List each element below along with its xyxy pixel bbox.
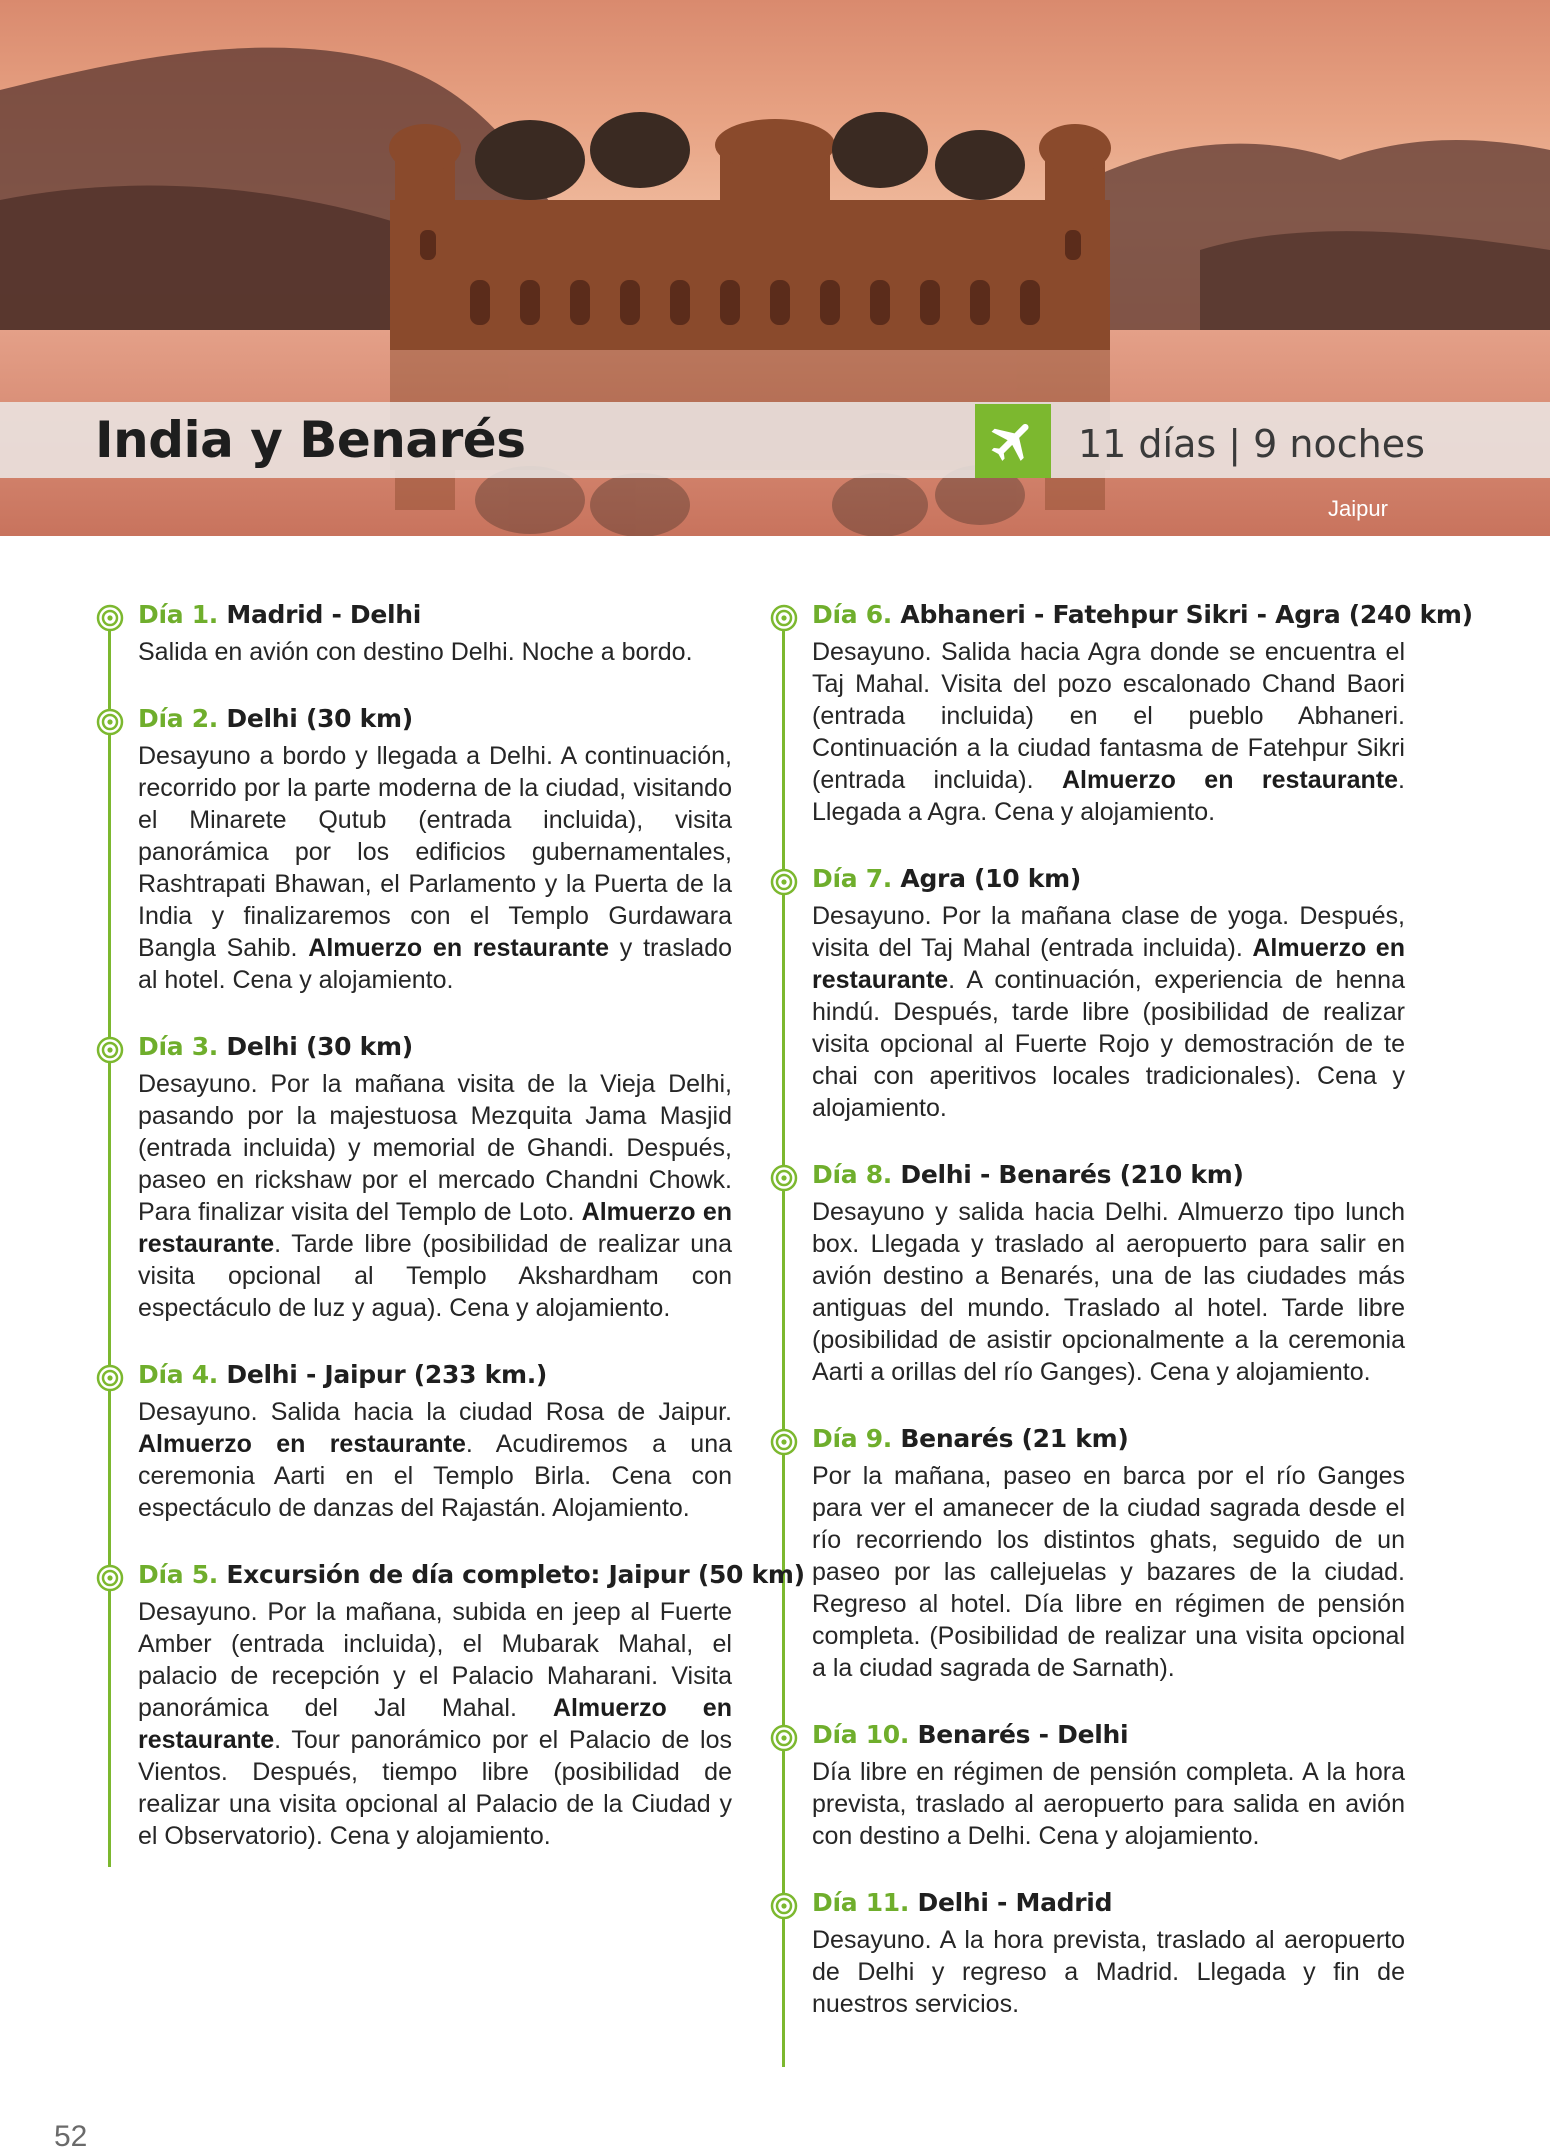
day-route: Benarés (21 km) bbox=[900, 1424, 1129, 1453]
day-route: Delhi (30 km) bbox=[226, 704, 413, 733]
description-text: Desayuno. Por la mañana visita de la Vieja Delhi, pasando por la majestuosa Mezquita Jama Masjid (entrada incluida) y memorial de Ghandi. Después, paseo en rickshaw por el mercado Chandni Chowk. Para finalizar visita del Templo de Loto. bbox=[138, 1070, 732, 1226]
day-number: Día 5. bbox=[138, 1560, 218, 1589]
page-number: 52 bbox=[54, 2120, 88, 2153]
timeline-marker-icon bbox=[96, 1364, 124, 1392]
day-heading bbox=[812, 1886, 1405, 1920]
day-description bbox=[138, 740, 732, 996]
description-text: . Llegada a Agra. Cena y alojamiento. bbox=[812, 766, 1405, 826]
itinerary-day bbox=[770, 862, 1405, 1124]
itinerary-day bbox=[96, 1358, 732, 1524]
day-route: Madrid - Delhi bbox=[226, 600, 422, 629]
meal-highlight: Almuerzo en restaurante bbox=[812, 934, 1405, 994]
timeline-marker-icon bbox=[96, 708, 124, 736]
itinerary-day bbox=[770, 1718, 1405, 1852]
day-heading bbox=[138, 1558, 805, 1592]
itinerary-day bbox=[770, 1422, 1405, 1684]
timeline-marker-icon bbox=[770, 1724, 798, 1752]
day-description bbox=[812, 900, 1405, 1124]
meal-highlight: Almuerzo en restaurante bbox=[138, 1430, 466, 1458]
day-route: Agra (10 km) bbox=[900, 864, 1081, 893]
day-heading bbox=[812, 1718, 1405, 1752]
itinerary-day bbox=[770, 1158, 1405, 1388]
airplane-icon bbox=[987, 415, 1039, 467]
day-description bbox=[138, 1596, 732, 1852]
day-number: Día 2. bbox=[138, 704, 218, 733]
itinerary-column-right bbox=[770, 598, 1473, 2054]
day-number: Día 7. bbox=[812, 864, 892, 893]
description-text: . A continuación, experiencia de henna hindú. Después, tarde libre (posibilidad de realizar visita opcional al Fuerte Rojo y demostración de te chai con aperitivos locales tradicionales). Cena y alojamiento. bbox=[812, 966, 1405, 1122]
day-number: Día 9. bbox=[812, 1424, 892, 1453]
day-heading bbox=[138, 598, 732, 632]
day-number: Día 4. bbox=[138, 1360, 218, 1389]
description-text: Desayuno. A la hora prevista, traslado al aeropuerto de Delhi y regreso a Madrid. Llegada y fin de nuestros servicios. bbox=[812, 1926, 1405, 2018]
day-description bbox=[812, 1756, 1405, 1852]
itinerary-day bbox=[96, 1030, 732, 1324]
day-description bbox=[812, 636, 1405, 828]
day-heading bbox=[812, 1158, 1405, 1192]
timeline-marker-icon bbox=[770, 604, 798, 632]
day-route: Abhaneri - Fatehpur Sikri - Agra (240 km) bbox=[900, 600, 1473, 629]
description-text: Desayuno. Salida hacia la ciudad Rosa de Jaipur. bbox=[138, 1398, 732, 1426]
day-heading bbox=[138, 702, 732, 736]
day-route: Delhi - Madrid bbox=[917, 1888, 1113, 1917]
meal-highlight: Almuerzo en restaurante bbox=[138, 1198, 732, 1258]
day-heading bbox=[812, 1422, 1405, 1456]
photo-caption: Jaipur bbox=[1328, 496, 1388, 521]
day-heading bbox=[138, 1358, 732, 1392]
description-text: Desayuno. Por la mañana, subida en jeep al Fuerte Amber (entrada incluida), el Mubarak Mahal, el palacio de recepción y el Palacio Maharani. Visita panorámica del Jal Mahal. bbox=[138, 1598, 732, 1722]
day-description bbox=[812, 1196, 1405, 1388]
meal-highlight: Almuerzo en restaurante bbox=[1061, 766, 1399, 794]
timeline-marker-icon bbox=[770, 868, 798, 896]
description-text: y traslado al hotel. Cena y alojamiento. bbox=[138, 934, 733, 994]
day-description bbox=[812, 1924, 1405, 2020]
itinerary-day bbox=[770, 598, 1473, 828]
description-text: . Acudiremos a una ceremonia Aarti en el Templo Birla. Cena con espectáculo de danzas del Rajastán. Alojamiento. bbox=[138, 1430, 733, 1522]
itinerary-day bbox=[96, 702, 732, 996]
day-number: Día 10. bbox=[812, 1720, 910, 1749]
meal-highlight: Almuerzo en restaurante bbox=[308, 934, 610, 962]
day-route: Benarés - Delhi bbox=[917, 1720, 1129, 1749]
description-text: Día libre en régimen de pensión completa. A la hora prevista, traslado al aeropuerto para salida en avión con destino a Delhi. Cena y alojamiento. bbox=[812, 1758, 1405, 1850]
day-number: Día 11. bbox=[812, 1888, 910, 1917]
description-text: Salida en avión con destino Delhi. Noche a bordo. bbox=[138, 638, 693, 666]
day-heading bbox=[138, 1030, 732, 1064]
day-description bbox=[138, 1068, 732, 1324]
timeline-marker-icon bbox=[96, 1564, 124, 1592]
day-route: Delhi (30 km) bbox=[226, 1032, 413, 1061]
itinerary-column-left bbox=[96, 598, 805, 1886]
day-route: Delhi - Benarés (210 km) bbox=[900, 1160, 1244, 1189]
day-number: Día 8. bbox=[812, 1160, 892, 1189]
timeline-marker-icon bbox=[770, 1164, 798, 1192]
day-route: Delhi - Jaipur (233 km.) bbox=[226, 1360, 548, 1389]
day-description bbox=[812, 1460, 1405, 1684]
timeline-marker-icon bbox=[96, 1036, 124, 1064]
timeline-marker-icon bbox=[770, 1428, 798, 1456]
description-text: Por la mañana, paseo en barca por el río Ganges para ver el amanecer de la ciudad sagrada desde el río recorriendo los distintos ghats, seguido de un paseo por las callejuelas y bazares de la ciudad. Regreso al hotel. Día libre en régimen de pensión completa. (Posibilidad de realizar una visita opcional a la ciudad sagrada de Sarnath). bbox=[812, 1462, 1405, 1682]
day-description bbox=[138, 636, 732, 668]
day-heading bbox=[812, 598, 1473, 632]
description-text: Desayuno. Salida hacia Agra donde se encuentra el Taj Mahal. Visita del pozo escalonado Chand Baori (entrada incluida) en el pueblo Abhaneri. Continuación a la ciudad fantasma de Fatehpur Sikri (entrada incluida). bbox=[812, 638, 1405, 794]
description-text: Desayuno y salida hacia Delhi. Almuerzo tipo lunch box. Llegada y traslado al aeropuerto para salir en avión destino a Benarés, una de las ciudades más antiguas del mundo. Traslado al hotel. Tarde libre (posibilidad de asistir opcionalmente a la ceremonia Aarti a orillas del río Ganges). Cena y alojamiento. bbox=[812, 1198, 1405, 1386]
day-number: Día 6. bbox=[812, 600, 892, 629]
day-number: Día 3. bbox=[138, 1032, 218, 1061]
meal-highlight: Almuerzo en restaurante bbox=[138, 1694, 732, 1754]
day-route: Excursión de día completo: Jaipur (50 km) bbox=[226, 1560, 805, 1589]
page-title: India y Benarés bbox=[95, 411, 526, 469]
itinerary-day bbox=[96, 598, 732, 668]
description-text: . Tour panorámico por el Palacio de los Vientos. Después, tiempo libre (posibilidad de realizar una visita opcional al Palacio de la Ciudad y el Observatorio). Cena y alojamiento. bbox=[138, 1726, 732, 1850]
itinerary-day bbox=[770, 1886, 1405, 2020]
description-text: Desayuno. Por la mañana clase de yoga. Después, visita del Taj Mahal (entrada incluida). bbox=[812, 902, 1405, 962]
day-number: Día 1. bbox=[138, 600, 218, 629]
plane-badge bbox=[975, 404, 1051, 478]
day-description bbox=[138, 1396, 732, 1524]
timeline-marker-icon bbox=[770, 1892, 798, 1920]
day-heading bbox=[812, 862, 1405, 896]
itinerary-day bbox=[96, 1558, 805, 1852]
trip-duration: 11 días | 9 noches bbox=[1078, 422, 1425, 466]
timeline-marker-icon bbox=[96, 604, 124, 632]
description-text: Desayuno a bordo y llegada a Delhi. A continuación, recorrido por la parte moderna de la ciudad, visitando el Minarete Qutub (entrada incluida), visita panorámica por los edificios gubernamentales, Rashtrapati Bhawan, el Parlamento y la Puerta de la India y finalizaremos con el Templo Gurdawara Bangla Sahib. bbox=[138, 742, 732, 962]
description-text: . Tarde libre (posibilidad de realizar una visita opcional al Templo Akshardham con espectáculo de luz y agua). Cena y alojamiento. bbox=[138, 1230, 732, 1322]
